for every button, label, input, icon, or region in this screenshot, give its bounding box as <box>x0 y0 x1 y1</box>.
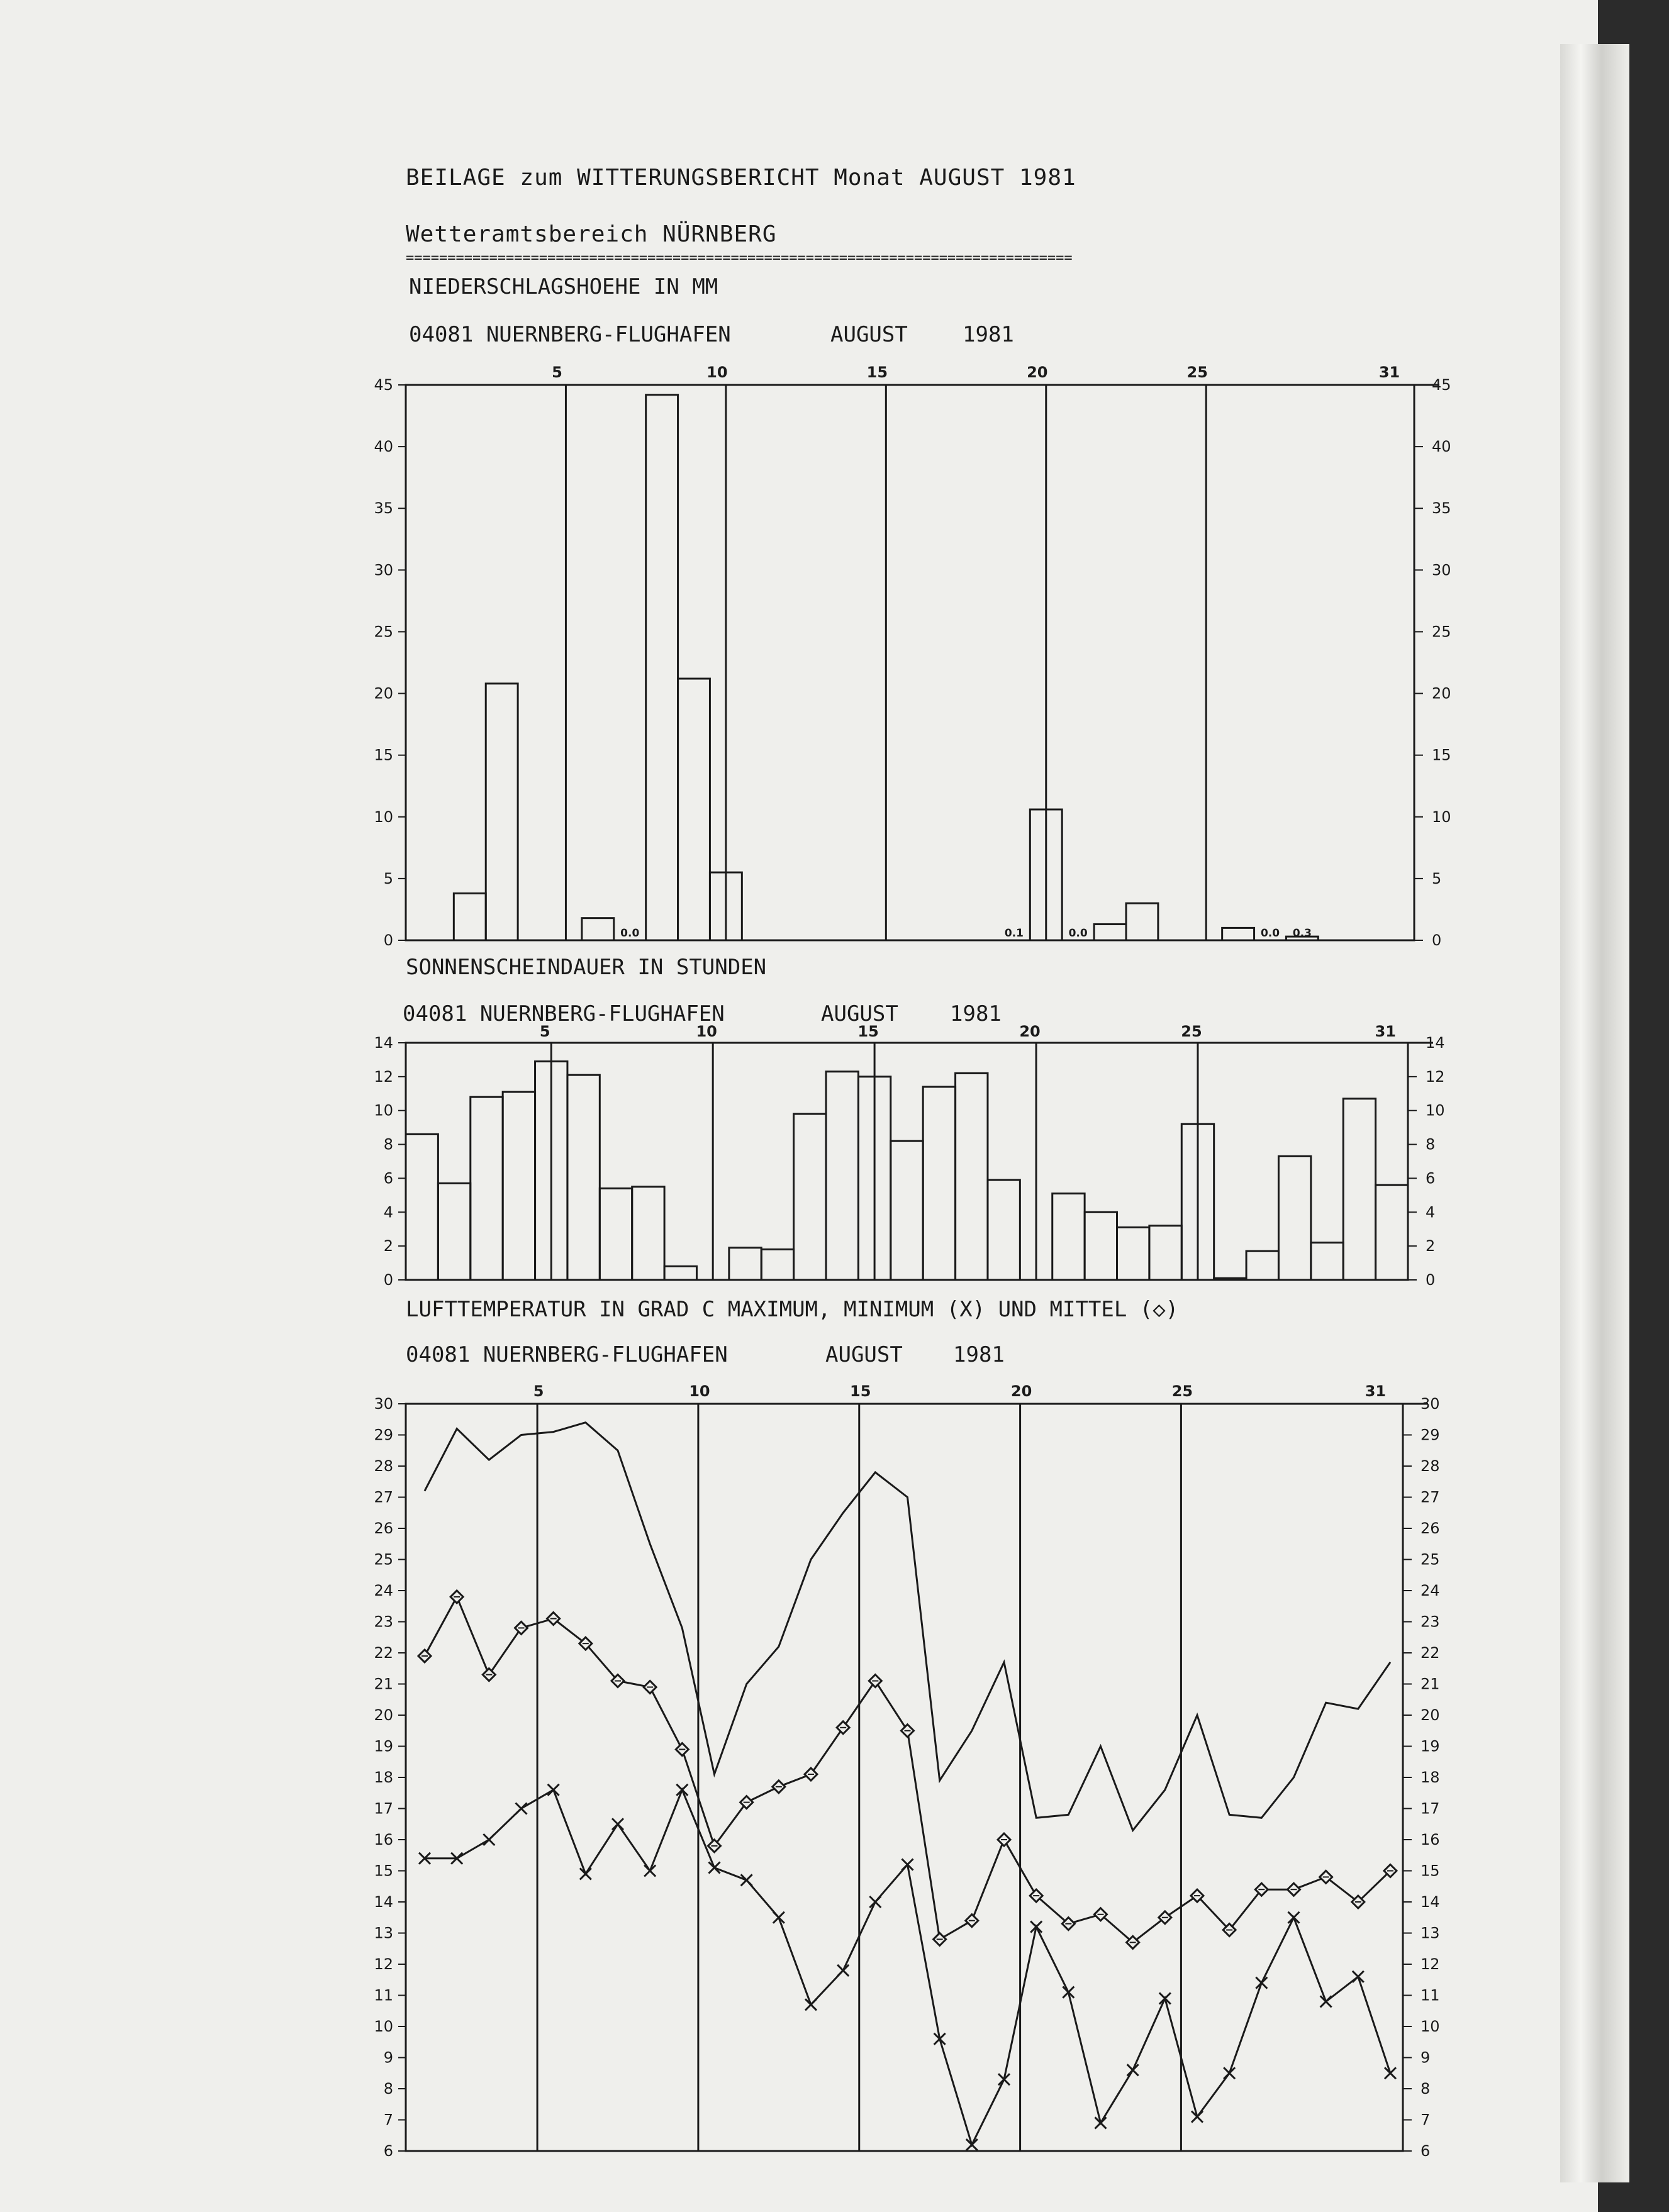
precip-bar <box>1094 924 1126 940</box>
temperature-ytick-label-right: 27 <box>1421 1488 1440 1506</box>
sunshine-ytick-label-right: 0 <box>1426 1271 1436 1289</box>
temperature-ytick-label-right: 25 <box>1421 1550 1440 1569</box>
temperature-ytick-label-right: 15 <box>1421 1862 1440 1880</box>
precip-section-title: NIEDERSCHLAGSHOEHE IN MM <box>409 274 718 299</box>
temperature-ytick-label-left: 28 <box>374 1457 393 1475</box>
sunshine-bar <box>503 1092 535 1280</box>
temperature-xtick-label: 10 <box>689 1382 710 1400</box>
temperature-ytick-label-right: 7 <box>1421 2111 1431 2129</box>
minimum-marker <box>548 1784 559 1796</box>
temperature-ytick-label-left: 25 <box>374 1550 393 1569</box>
minimum-marker <box>1288 1912 1300 1923</box>
double-rule: ================================================================================ <box>406 250 1073 266</box>
sunshine-ytick-label-left: 10 <box>374 1101 393 1120</box>
temperature-xtick-label: 25 <box>1171 1382 1193 1400</box>
minimum-marker <box>773 1912 784 1923</box>
sunshine-bar <box>1214 1278 1246 1280</box>
precip-bar <box>678 679 710 940</box>
minimum-marker <box>1320 1996 1332 2007</box>
sunshine-ytick-label-left: 4 <box>383 1203 393 1221</box>
sunshine-bar <box>988 1180 1020 1280</box>
sunshine-bar <box>632 1187 664 1280</box>
precip-year: 1981 <box>963 322 1014 347</box>
precip-bar <box>486 684 518 940</box>
sunshine-xtick-label: 25 <box>1181 1023 1202 1040</box>
sunshine-bar <box>1278 1156 1310 1280</box>
temperature-ytick-label-right: 19 <box>1421 1737 1440 1755</box>
temperature-ytick-label-left: 9 <box>383 2048 393 2067</box>
precip-ytick-label-left: 40 <box>374 438 393 456</box>
sunshine-bar <box>1343 1099 1375 1280</box>
precip-value-label: 0.0 <box>620 927 640 940</box>
report-title: BEILAGE zum WITTERUNGSBERICHT Monat AUGUST 1981 <box>406 165 1076 191</box>
sunshine-bar <box>956 1073 988 1280</box>
precip-xtick-label: 25 <box>1186 364 1208 381</box>
temperature-xtick-label: 15 <box>850 1382 871 1400</box>
temperature-ytick-label-right: 13 <box>1421 1924 1440 1942</box>
precip-xtick-label: 15 <box>866 364 888 381</box>
sunshine-bar <box>891 1141 923 1280</box>
minimum-marker <box>1256 1977 1267 1989</box>
minimum-marker <box>516 1803 527 1815</box>
temperature-ytick-label-right: 28 <box>1421 1457 1440 1475</box>
temperature-ytick-label-right: 30 <box>1421 1395 1440 1413</box>
minimum-marker <box>741 1874 752 1886</box>
sunshine-bar <box>1376 1185 1408 1280</box>
sunshine-ytick-label-left: 14 <box>374 1034 393 1052</box>
sunshine-ytick-label-left: 6 <box>383 1169 393 1187</box>
sunshine-ytick-label-left: 2 <box>383 1237 393 1255</box>
precip-bar <box>1222 928 1254 940</box>
sunshine-ytick-label-left: 8 <box>383 1135 393 1153</box>
temperature-ytick-label-left: 19 <box>374 1737 393 1755</box>
minimum-marker <box>644 1865 656 1877</box>
temperature-ytick-label-right: 23 <box>1421 1613 1440 1631</box>
temperature-ytick-label-left: 17 <box>374 1799 393 1818</box>
precip-bar <box>582 918 614 940</box>
minimum-marker <box>869 1896 881 1908</box>
sunshine-xtick-label: 5 <box>539 1023 550 1040</box>
precip-ytick-label-left: 10 <box>374 808 393 826</box>
precip-xtick-label: 31 <box>1378 364 1400 381</box>
precip-bar <box>646 395 678 940</box>
precip-value-label: 0.1 <box>1004 927 1024 940</box>
temperature-ytick-label-right: 29 <box>1421 1426 1440 1444</box>
sunshine-ytick-label-right: 8 <box>1426 1135 1436 1153</box>
sunshine-bar <box>826 1072 858 1280</box>
temperature-ytick-label-right: 11 <box>1421 1986 1440 2004</box>
temperature-ytick-label-left: 23 <box>374 1613 393 1631</box>
temperature-ytick-label-right: 12 <box>1421 1955 1440 1973</box>
precip-ytick-label-right: 0 <box>1432 931 1442 949</box>
precip-xtick-label: 20 <box>1027 364 1048 381</box>
sunshine-bar <box>1052 1194 1085 1280</box>
sunshine-bar <box>471 1097 503 1280</box>
minimum-marker <box>483 1834 494 1845</box>
precip-value-label: 0.3 <box>1292 927 1312 940</box>
temperature-ytick-label-right: 14 <box>1421 1893 1440 1911</box>
temperature-line-maximum <box>425 1423 1390 1831</box>
precip-ytick-label-left: 25 <box>374 623 393 641</box>
temperature-xtick-label: 20 <box>1010 1382 1032 1400</box>
precip-ytick-label-right: 20 <box>1432 684 1451 703</box>
precip-ytick-label-right: 25 <box>1432 623 1451 641</box>
minimum-marker <box>1353 1971 1364 1982</box>
temperature-ytick-label-right: 17 <box>1421 1799 1440 1818</box>
temperature-ytick-label-right: 21 <box>1421 1675 1440 1693</box>
sunshine-bar <box>794 1114 826 1280</box>
sunshine-ytick-label-right: 10 <box>1426 1101 1445 1120</box>
sunshine-bar <box>567 1075 600 1280</box>
sunshine-ytick-label-right: 14 <box>1426 1034 1445 1052</box>
temperature-ytick-label-left: 30 <box>374 1395 393 1413</box>
temperature-ytick-label-left: 26 <box>374 1520 393 1537</box>
region-title: Wetteramtsbereich NÜRNBERG <box>406 221 777 247</box>
sunshine-bar <box>664 1266 696 1280</box>
minimum-marker <box>580 1868 591 1879</box>
sunshine-xtick-label: 20 <box>1019 1023 1041 1040</box>
sunshine-bar <box>600 1189 632 1280</box>
sunshine-ytick-label-right: 2 <box>1426 1237 1436 1255</box>
temperature-ytick-label-right: 26 <box>1421 1520 1440 1537</box>
precip-ytick-label-right: 40 <box>1432 438 1451 456</box>
precip-ytick-label-left: 20 <box>374 684 393 703</box>
sunshine-ytick-label-left: 0 <box>383 1271 393 1289</box>
minimum-marker <box>1224 2067 1235 2079</box>
precip-xtick-label: 5 <box>552 364 562 381</box>
temperature-ytick-label-right: 6 <box>1421 2142 1431 2160</box>
sunshine-bar <box>1085 1212 1117 1280</box>
sunshine-bar <box>923 1087 955 1280</box>
sunshine-bar <box>761 1250 793 1280</box>
temperature-ytick-label-left: 12 <box>374 1955 393 1973</box>
temperature-ytick-label-left: 22 <box>374 1644 393 1662</box>
sunshine-ytick-label-right: 6 <box>1426 1169 1436 1187</box>
precip-bar <box>454 893 486 940</box>
minimum-marker <box>1159 1992 1171 2004</box>
temperature-ytick-label-left: 10 <box>374 2018 393 2035</box>
precip-ytick-label-right: 15 <box>1432 746 1451 764</box>
precip-ytick-label-left: 30 <box>374 561 393 579</box>
sunshine-plot-frame <box>406 1043 1408 1280</box>
temperature-ytick-label-right: 22 <box>1421 1644 1440 1662</box>
precip-xtick-label: 10 <box>706 364 728 381</box>
precip-value-label: 0.0 <box>1260 927 1280 940</box>
precip-month: AUGUST <box>830 322 908 347</box>
temperature-ytick-label-left: 6 <box>383 2142 393 2160</box>
precip-ytick-label-right: 45 <box>1432 376 1451 394</box>
temperature-ytick-label-left: 21 <box>374 1675 393 1693</box>
temperature-ytick-label-left: 20 <box>374 1706 393 1724</box>
temperature-ytick-label-right: 9 <box>1421 2048 1431 2067</box>
precip-plot-frame <box>406 385 1414 940</box>
sunshine-bar <box>1117 1228 1149 1280</box>
minimum-marker <box>676 1784 688 1796</box>
precip-ytick-label-left: 35 <box>374 499 393 518</box>
temperature-section-title: LUFTTEMPERATUR IN GRAD C MAXIMUM, MINIMUM (X) UND MITTEL (◇) <box>406 1297 1179 1322</box>
minimum-marker <box>805 1999 817 2010</box>
temperature-ytick-label-left: 7 <box>383 2111 393 2129</box>
temperature-ytick-label-left: 16 <box>374 1831 393 1848</box>
temperature-ytick-label-right: 8 <box>1421 2080 1431 2098</box>
minimum-marker <box>709 1862 720 1874</box>
precip-ytick-label-left: 0 <box>383 931 393 949</box>
sunshine-ytick-label-right: 12 <box>1426 1067 1445 1086</box>
temperature-line-minimum <box>425 1790 1390 2145</box>
temperature-ytick-label-left: 24 <box>374 1582 393 1599</box>
sunshine-bar <box>438 1184 470 1280</box>
precip-ytick-label-left: 5 <box>383 869 393 887</box>
minimum-marker <box>612 1818 623 1830</box>
sunshine-station: 04081 NUERNBERG-FLUGHAFEN <box>403 1001 725 1026</box>
temperature-station: 04081 NUERNBERG-FLUGHAFEN <box>406 1342 728 1367</box>
temperature-ytick-label-left: 15 <box>374 1862 393 1880</box>
sunshine-xtick-label: 10 <box>696 1023 717 1040</box>
temperature-ytick-label-left: 18 <box>374 1769 393 1786</box>
sunshine-ytick-label-right: 4 <box>1426 1203 1436 1221</box>
sunshine-month: AUGUST <box>821 1001 898 1026</box>
sunshine-bar <box>1311 1243 1343 1280</box>
sunshine-xtick-label: 15 <box>857 1023 879 1040</box>
sunshine-section-title: SONNENSCHEINDAUER IN STUNDEN <box>406 955 767 980</box>
sunshine-bar <box>1246 1251 1278 1280</box>
minimum-marker <box>1385 2067 1396 2079</box>
sunshine-xtick-label: 31 <box>1375 1023 1397 1040</box>
temperature-ytick-label-left: 27 <box>374 1488 393 1506</box>
temperature-year: 1981 <box>953 1342 1005 1367</box>
precip-ytick-label-right: 10 <box>1432 808 1451 826</box>
temperature-ytick-label-right: 10 <box>1421 2018 1440 2035</box>
temperature-line-mittel <box>425 1597 1390 1942</box>
minimum-marker <box>837 1965 849 1976</box>
minimum-marker <box>966 2139 978 2150</box>
temperature-ytick-label-left: 8 <box>383 2080 393 2098</box>
precip-bar <box>1126 903 1158 940</box>
sunshine-year: 1981 <box>950 1001 1002 1026</box>
sunshine-bar <box>729 1248 761 1280</box>
temperature-ytick-label-left: 11 <box>374 1986 393 2004</box>
minimum-marker <box>1192 2111 1203 2123</box>
sunshine-bar <box>406 1134 438 1280</box>
temperature-ytick-label-left: 29 <box>374 1426 393 1444</box>
temperature-ytick-label-left: 13 <box>374 1924 393 1942</box>
precip-value-label: 0.0 <box>1068 927 1088 940</box>
precip-ytick-label-left: 15 <box>374 746 393 764</box>
temperature-xtick-label: 31 <box>1365 1382 1387 1400</box>
precip-station: 04081 NUERNBERG-FLUGHAFEN <box>409 322 731 347</box>
temperature-xtick-label: 5 <box>533 1382 544 1400</box>
temperature-ytick-label-right: 16 <box>1421 1831 1440 1848</box>
sunshine-ytick-label-left: 12 <box>374 1067 393 1086</box>
temperature-ytick-label-right: 24 <box>1421 1582 1440 1599</box>
temperature-ytick-label-left: 14 <box>374 1893 393 1911</box>
precip-ytick-label-left: 45 <box>374 376 393 394</box>
precip-ytick-label-right: 5 <box>1432 869 1442 887</box>
temperature-plot-frame <box>406 1404 1403 2151</box>
precip-ytick-label-right: 35 <box>1432 499 1451 518</box>
temperature-ytick-label-right: 18 <box>1421 1769 1440 1786</box>
temperature-month: AUGUST <box>825 1342 903 1367</box>
minimum-marker <box>1127 2064 1139 2076</box>
precip-ytick-label-right: 30 <box>1432 561 1451 579</box>
temperature-ytick-label-right: 20 <box>1421 1706 1440 1724</box>
sunshine-bar <box>1149 1226 1181 1280</box>
